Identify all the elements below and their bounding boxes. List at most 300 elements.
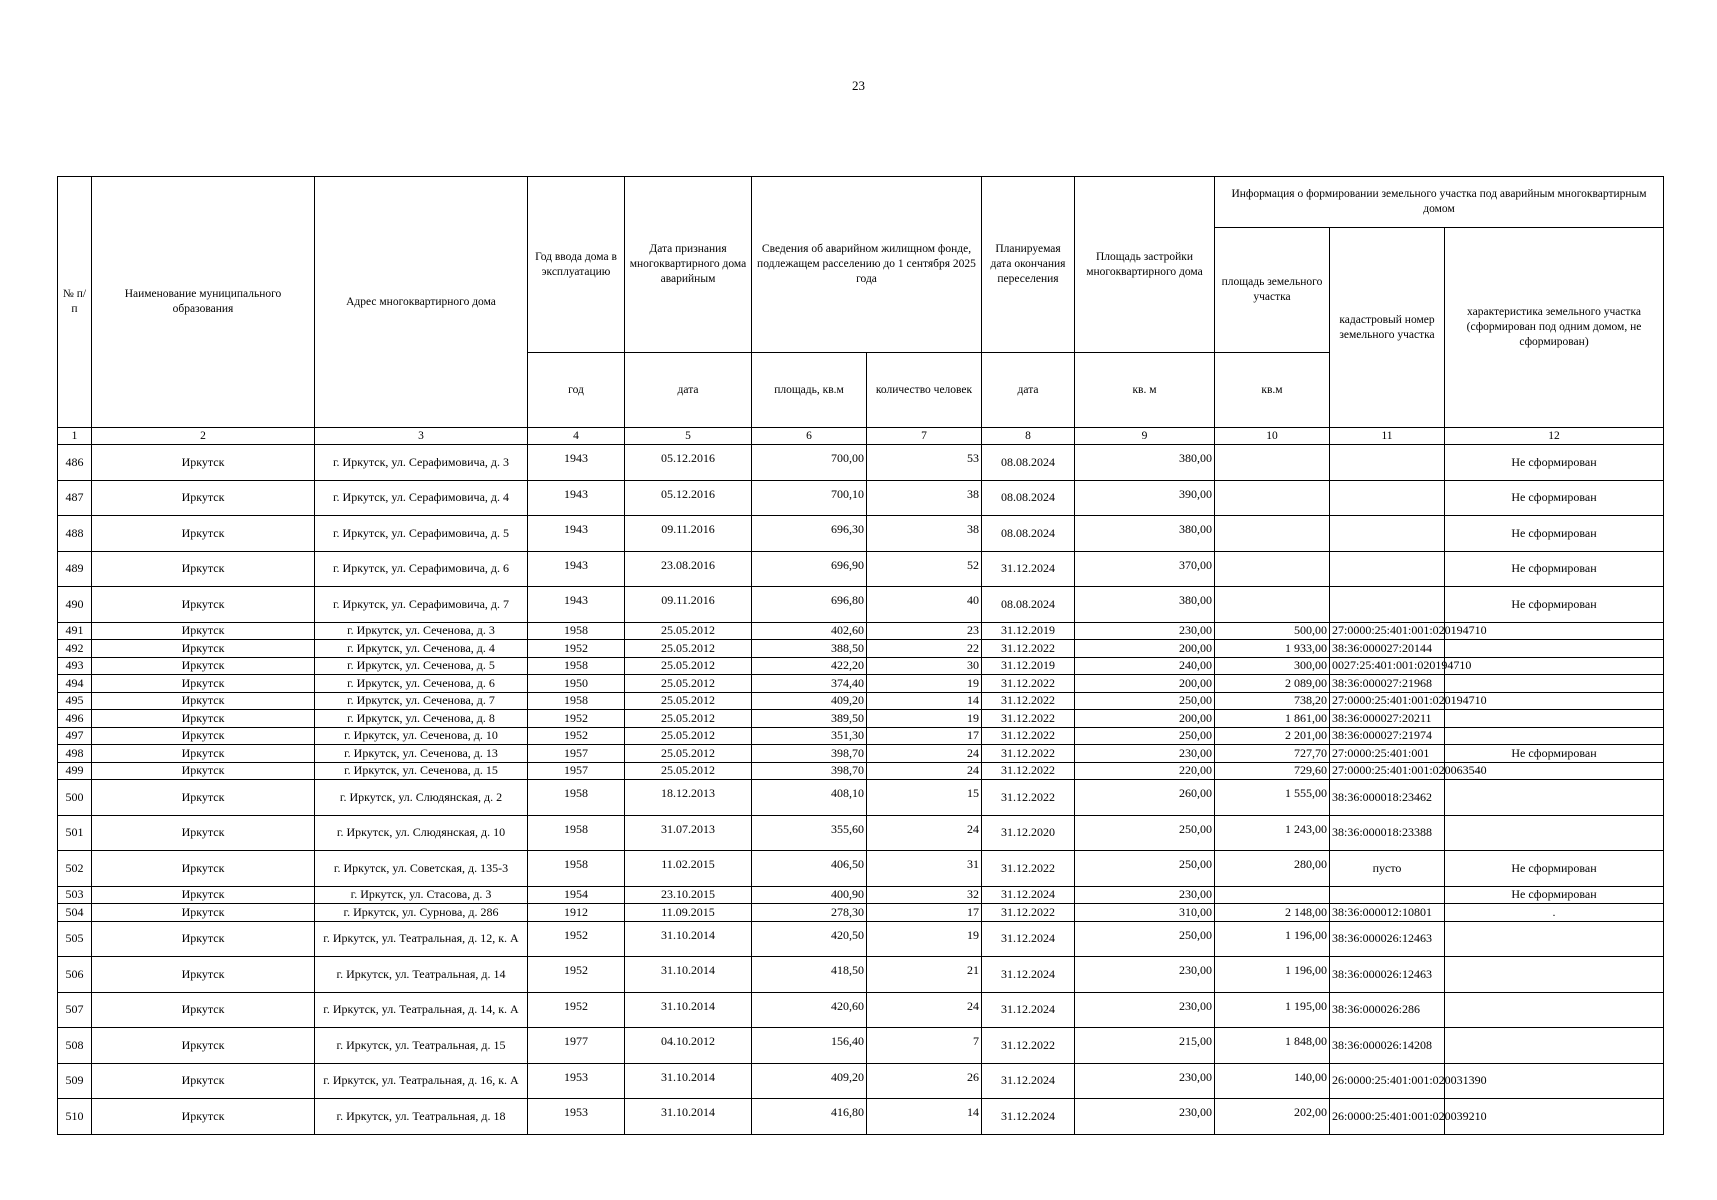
- cell-people-count: 15: [867, 780, 982, 816]
- cell-municipality: Иркутск: [92, 1028, 315, 1064]
- header-planned-date: Планируемая дата окончания переселения: [982, 177, 1075, 353]
- cell-year-built: 1958: [528, 622, 625, 640]
- cell-building-area: 230,00: [1075, 745, 1215, 763]
- cell-date-emergency: 31.10.2014: [625, 1099, 752, 1135]
- cell-date-emergency: 09.11.2016: [625, 587, 752, 623]
- cell-year-built: 1952: [528, 957, 625, 993]
- cell-land-area: 140,00: [1215, 1063, 1330, 1099]
- cell-people-count: 40: [867, 587, 982, 623]
- cell-row-number: 500: [58, 780, 92, 816]
- cell-row-number: 506: [58, 957, 92, 993]
- cell-fund-area: 416,80: [752, 1099, 867, 1135]
- cell-municipality: Иркутск: [92, 957, 315, 993]
- header-unit-date: дата: [625, 353, 752, 428]
- cell-people-count: 21: [867, 957, 982, 993]
- cell-land-area: 1 933,00: [1215, 640, 1330, 658]
- cell-municipality: Иркутск: [92, 886, 315, 904]
- cell-land-area: 2 148,00: [1215, 904, 1330, 922]
- cell-people-count: 23: [867, 622, 982, 640]
- cell-address: г. Иркутск, ул. Сеченова, д. 10: [315, 727, 528, 745]
- cell-municipality: Иркутск: [92, 1099, 315, 1135]
- cell-land-area: 729,60: [1215, 762, 1330, 780]
- cell-address: г. Иркутск, ул. Сеченова, д. 6: [315, 675, 528, 693]
- cell-planned-date: 31.12.2024: [982, 1063, 1075, 1099]
- cell-people-count: 17: [867, 727, 982, 745]
- emergency-housing-table: [57, 176, 1664, 1135]
- cell-cadastral-number: 26:0000:25:401:001:020039210: [1330, 1099, 1445, 1135]
- table-row: [58, 780, 1664, 816]
- cell-people-count: 38: [867, 480, 982, 516]
- cell-row-number: 489: [58, 551, 92, 587]
- cell-municipality: Иркутск: [92, 904, 315, 922]
- cell-building-area: 370,00: [1075, 551, 1215, 587]
- cell-address: г. Иркутск, ул. Слюдянская, д. 10: [315, 815, 528, 851]
- cell-land-area: 280,00: [1215, 851, 1330, 887]
- cell-people-count: 38: [867, 516, 982, 552]
- cell-address: г. Иркутск, ул. Сеченова, д. 15: [315, 762, 528, 780]
- cell-address: г. Иркутск, ул. Сеченова, д. 3: [315, 622, 528, 640]
- cell-municipality: Иркутск: [92, 445, 315, 481]
- cell-fund-area: 400,90: [752, 886, 867, 904]
- cell-planned-date: 31.12.2019: [982, 622, 1075, 640]
- cell-land-characteristic: Не сформирован: [1445, 445, 1664, 481]
- cell-people-count: 32: [867, 886, 982, 904]
- cell-people-count: 24: [867, 815, 982, 851]
- cell-municipality: Иркутск: [92, 815, 315, 851]
- table-row: [58, 851, 1664, 887]
- cell-row-number: 490: [58, 587, 92, 623]
- cell-address: г. Иркутск, ул. Театральная, д. 14: [315, 957, 528, 993]
- cell-land-characteristic: [1445, 640, 1664, 658]
- cell-fund-area: 355,60: [752, 815, 867, 851]
- cell-building-area: 250,00: [1075, 727, 1215, 745]
- cell-people-count: 22: [867, 640, 982, 658]
- cell-planned-date: 08.08.2024: [982, 480, 1075, 516]
- table-row: [58, 886, 1664, 904]
- table-row: [58, 815, 1664, 851]
- cell-people-count: 7: [867, 1028, 982, 1064]
- cell-cadastral-number: 38:36:000026:12463: [1330, 957, 1445, 993]
- cell-planned-date: 31.12.2022: [982, 640, 1075, 658]
- cell-date-emergency: 31.10.2014: [625, 992, 752, 1028]
- column-number-row: [58, 428, 1664, 445]
- table-row: [58, 992, 1664, 1028]
- cell-land-characteristic: [1445, 675, 1664, 693]
- cell-row-number: 488: [58, 516, 92, 552]
- cell-row-number: 509: [58, 1063, 92, 1099]
- cell-municipality: Иркутск: [92, 640, 315, 658]
- cell-row-number: 495: [58, 692, 92, 710]
- cell-year-built: 1958: [528, 657, 625, 675]
- cell-address: г. Иркутск, ул. Сеченова, д. 7: [315, 692, 528, 710]
- cell-year-built: 1943: [528, 551, 625, 587]
- cell-year-built: 1943: [528, 445, 625, 481]
- cell-planned-date: 31.12.2024: [982, 921, 1075, 957]
- cell-cadastral-number: 27:0000:25:401:001:020194710: [1330, 692, 1445, 710]
- header-building-area: Площадь застройки многоквартирного дома: [1075, 177, 1215, 353]
- cell-fund-area: 420,50: [752, 921, 867, 957]
- header-unit-sqm2: кв.м: [1215, 353, 1330, 428]
- cell-planned-date: 31.12.2024: [982, 992, 1075, 1028]
- cell-fund-area: 389,50: [752, 710, 867, 728]
- cell-building-area: 310,00: [1075, 904, 1215, 922]
- cell-year-built: 1943: [528, 516, 625, 552]
- table-row: [58, 1063, 1664, 1099]
- header-unit-year: год: [528, 353, 625, 428]
- cell-municipality: Иркутск: [92, 551, 315, 587]
- header-land-area: площадь земельного участка: [1215, 228, 1330, 353]
- column-number: 8: [982, 428, 1075, 445]
- table-row: [58, 640, 1664, 658]
- cell-planned-date: 31.12.2022: [982, 710, 1075, 728]
- header-year-built: Год ввода дома в эксплуатацию: [528, 177, 625, 353]
- cell-date-emergency: 11.02.2015: [625, 851, 752, 887]
- cell-municipality: Иркутск: [92, 745, 315, 763]
- cell-row-number: 503: [58, 886, 92, 904]
- cell-building-area: 250,00: [1075, 851, 1215, 887]
- cell-address: г. Иркутск, ул. Серафимовича, д. 5: [315, 516, 528, 552]
- cell-address: г. Иркутск, ул. Слюдянская, д. 2: [315, 780, 528, 816]
- cell-year-built: 1953: [528, 1063, 625, 1099]
- column-number: 6: [752, 428, 867, 445]
- cell-land-area: [1215, 445, 1330, 481]
- cell-people-count: 17: [867, 904, 982, 922]
- cell-cadastral-number: 38:36:000027:20144: [1330, 640, 1445, 658]
- cell-people-count: 19: [867, 710, 982, 728]
- cell-planned-date: 31.12.2024: [982, 957, 1075, 993]
- header-cadastral: кадастровый номер земельного участка: [1330, 228, 1445, 428]
- cell-land-characteristic: Не сформирован: [1445, 886, 1664, 904]
- column-number: 11: [1330, 428, 1445, 445]
- table-row: [58, 957, 1664, 993]
- cell-land-area: 1 195,00: [1215, 992, 1330, 1028]
- table-row: [58, 1028, 1664, 1064]
- cell-year-built: 1943: [528, 587, 625, 623]
- cell-cadastral-number: [1330, 587, 1445, 623]
- cell-municipality: Иркутск: [92, 710, 315, 728]
- cell-municipality: Иркутск: [92, 992, 315, 1028]
- cell-fund-area: 700,00: [752, 445, 867, 481]
- cell-land-area: 1 848,00: [1215, 1028, 1330, 1064]
- cell-land-area: 738,20: [1215, 692, 1330, 710]
- table-row: [58, 762, 1664, 780]
- cell-land-area: 300,00: [1215, 657, 1330, 675]
- cell-land-characteristic: Не сформирован: [1445, 851, 1664, 887]
- cell-people-count: 14: [867, 692, 982, 710]
- cell-people-count: 24: [867, 745, 982, 763]
- cell-cadastral-number: 26:0000:25:401:001:020031390: [1330, 1063, 1445, 1099]
- cell-building-area: 230,00: [1075, 1099, 1215, 1135]
- cell-land-area: [1215, 886, 1330, 904]
- cell-address: г. Иркутск, ул. Сеченова, д. 4: [315, 640, 528, 658]
- column-number: 7: [867, 428, 982, 445]
- cell-people-count: 52: [867, 551, 982, 587]
- cell-people-count: 30: [867, 657, 982, 675]
- cell-building-area: 250,00: [1075, 921, 1215, 957]
- cell-land-characteristic: Не сформирован: [1445, 480, 1664, 516]
- cell-building-area: 260,00: [1075, 780, 1215, 816]
- cell-land-area: 500,00: [1215, 622, 1330, 640]
- cell-row-number: 499: [58, 762, 92, 780]
- cell-date-emergency: 05.12.2016: [625, 480, 752, 516]
- cell-address: г. Иркутск, ул. Театральная, д. 18: [315, 1099, 528, 1135]
- cell-fund-area: 700,10: [752, 480, 867, 516]
- cell-row-number: 497: [58, 727, 92, 745]
- column-number: 4: [528, 428, 625, 445]
- table-row: [58, 445, 1664, 481]
- cell-date-emergency: 31.10.2014: [625, 957, 752, 993]
- table-row: [58, 657, 1664, 675]
- cell-land-area: [1215, 551, 1330, 587]
- cell-people-count: 19: [867, 675, 982, 693]
- cell-land-characteristic: [1445, 992, 1664, 1028]
- cell-date-emergency: 31.10.2014: [625, 921, 752, 957]
- cell-land-area: 2 089,00: [1215, 675, 1330, 693]
- cell-date-emergency: 25.05.2012: [625, 622, 752, 640]
- cell-date-emergency: 09.11.2016: [625, 516, 752, 552]
- column-number: 1: [58, 428, 92, 445]
- cell-people-count: 26: [867, 1063, 982, 1099]
- cell-fund-area: 351,30: [752, 727, 867, 745]
- cell-cadastral-number: [1330, 480, 1445, 516]
- cell-date-emergency: 31.10.2014: [625, 1063, 752, 1099]
- cell-address: г. Иркутск, ул. Серафимовича, д. 4: [315, 480, 528, 516]
- cell-land-characteristic: [1445, 657, 1664, 675]
- column-number: 10: [1215, 428, 1330, 445]
- cell-fund-area: 696,90: [752, 551, 867, 587]
- cell-year-built: 1958: [528, 780, 625, 816]
- cell-year-built: 1958: [528, 692, 625, 710]
- cell-row-number: 494: [58, 675, 92, 693]
- cell-fund-area: 398,70: [752, 762, 867, 780]
- table-row: [58, 904, 1664, 922]
- cell-year-built: 1958: [528, 851, 625, 887]
- cell-planned-date: 31.12.2022: [982, 727, 1075, 745]
- header-emergency-fund: Сведения об аварийном жилищном фонде, подлежащем расселению до 1 сентября 2025 года: [752, 177, 982, 353]
- cell-fund-area: 406,50: [752, 851, 867, 887]
- cell-people-count: 24: [867, 762, 982, 780]
- cell-land-characteristic: [1445, 921, 1664, 957]
- cell-address: г. Иркутск, ул. Серафимовича, д. 3: [315, 445, 528, 481]
- table-row: [58, 551, 1664, 587]
- cell-fund-area: 409,20: [752, 692, 867, 710]
- cell-land-characteristic: Не сформирован: [1445, 587, 1664, 623]
- cell-land-characteristic: [1445, 710, 1664, 728]
- cell-building-area: 200,00: [1075, 640, 1215, 658]
- header-unit-sqm: кв. м: [1075, 353, 1215, 428]
- cell-date-emergency: 11.09.2015: [625, 904, 752, 922]
- table-row: [58, 727, 1664, 745]
- cell-year-built: 1957: [528, 762, 625, 780]
- cell-date-emergency: 25.05.2012: [625, 657, 752, 675]
- cell-row-number: 498: [58, 745, 92, 763]
- cell-year-built: 1952: [528, 992, 625, 1028]
- column-number: 9: [1075, 428, 1215, 445]
- cell-building-area: 230,00: [1075, 1063, 1215, 1099]
- cell-fund-area: 388,50: [752, 640, 867, 658]
- cell-address: г. Иркутск, ул. Сеченова, д. 13: [315, 745, 528, 763]
- table-body: [58, 445, 1664, 1135]
- cell-cadastral-number: [1330, 886, 1445, 904]
- cell-address: г. Иркутск, ул. Сеченова, д. 8: [315, 710, 528, 728]
- table-row: [58, 745, 1664, 763]
- cell-cadastral-number: пусто: [1330, 851, 1445, 887]
- cell-planned-date: 31.12.2024: [982, 1099, 1075, 1135]
- cell-year-built: 1943: [528, 480, 625, 516]
- cell-building-area: 230,00: [1075, 886, 1215, 904]
- cell-building-area: 215,00: [1075, 1028, 1215, 1064]
- cell-people-count: 19: [867, 921, 982, 957]
- cell-planned-date: 31.12.2022: [982, 745, 1075, 763]
- cell-building-area: 230,00: [1075, 622, 1215, 640]
- cell-date-emergency: 05.12.2016: [625, 445, 752, 481]
- cell-fund-area: 278,30: [752, 904, 867, 922]
- header-municipality: Наименование муниципального образования: [92, 177, 315, 428]
- cell-fund-area: 156,40: [752, 1028, 867, 1064]
- cell-year-built: 1952: [528, 710, 625, 728]
- cell-address: г. Иркутск, ул. Сурнова, д. 286: [315, 904, 528, 922]
- cell-row-number: 492: [58, 640, 92, 658]
- cell-people-count: 24: [867, 992, 982, 1028]
- cell-building-area: 380,00: [1075, 445, 1215, 481]
- cell-fund-area: 374,40: [752, 675, 867, 693]
- cell-year-built: 1952: [528, 727, 625, 745]
- cell-land-area: 1 243,00: [1215, 815, 1330, 851]
- cell-address: г. Иркутск, ул. Серафимовича, д. 6: [315, 551, 528, 587]
- cell-address: г. Иркутск, ул. Стасова, д. 3: [315, 886, 528, 904]
- header-date-emergency: Дата признания многоквартирного дома аварийным: [625, 177, 752, 353]
- cell-planned-date: 31.12.2022: [982, 692, 1075, 710]
- cell-cadastral-number: 38:36:000027:21974: [1330, 727, 1445, 745]
- cell-row-number: 504: [58, 904, 92, 922]
- cell-building-area: 220,00: [1075, 762, 1215, 780]
- cell-municipality: Иркутск: [92, 587, 315, 623]
- cell-fund-area: 398,70: [752, 745, 867, 763]
- cell-municipality: Иркутск: [92, 851, 315, 887]
- cell-cadastral-number: 38:36:000026:12463: [1330, 921, 1445, 957]
- cell-row-number: 510: [58, 1099, 92, 1135]
- cell-fund-area: 422,20: [752, 657, 867, 675]
- column-number: 12: [1445, 428, 1664, 445]
- cell-date-emergency: 25.05.2012: [625, 745, 752, 763]
- cell-row-number: 505: [58, 921, 92, 957]
- cell-fund-area: 409,20: [752, 1063, 867, 1099]
- cell-fund-area: 696,80: [752, 587, 867, 623]
- cell-row-number: 491: [58, 622, 92, 640]
- cell-date-emergency: 04.10.2012: [625, 1028, 752, 1064]
- cell-building-area: 230,00: [1075, 957, 1215, 993]
- cell-date-emergency: 25.05.2012: [625, 710, 752, 728]
- cell-building-area: 230,00: [1075, 992, 1215, 1028]
- cell-year-built: 1912: [528, 904, 625, 922]
- cell-address: г. Иркутск, ул. Сеченова, д. 5: [315, 657, 528, 675]
- cell-planned-date: 31.12.2022: [982, 904, 1075, 922]
- cell-planned-date: 08.08.2024: [982, 516, 1075, 552]
- column-number: 5: [625, 428, 752, 445]
- cell-land-characteristic: Не сформирован: [1445, 551, 1664, 587]
- table-row: [58, 516, 1664, 552]
- cell-fund-area: 418,50: [752, 957, 867, 993]
- cell-land-characteristic: Не сформирован: [1445, 516, 1664, 552]
- cell-address: г. Иркутск, ул. Театральная, д. 12, к. А: [315, 921, 528, 957]
- cell-building-area: 240,00: [1075, 657, 1215, 675]
- cell-land-area: [1215, 587, 1330, 623]
- cell-building-area: 380,00: [1075, 587, 1215, 623]
- cell-date-emergency: 25.05.2012: [625, 727, 752, 745]
- cell-date-emergency: 25.05.2012: [625, 675, 752, 693]
- cell-cadastral-number: [1330, 445, 1445, 481]
- cell-municipality: Иркутск: [92, 780, 315, 816]
- cell-address: г. Иркутск, ул. Театральная, д. 14, к. А: [315, 992, 528, 1028]
- cell-planned-date: 31.12.2022: [982, 851, 1075, 887]
- cell-year-built: 1954: [528, 886, 625, 904]
- cell-land-characteristic: [1445, 780, 1664, 816]
- cell-planned-date: 08.08.2024: [982, 587, 1075, 623]
- cell-cadastral-number: 27:0000:25:401:001:020063540: [1330, 762, 1445, 780]
- table-row: [58, 587, 1664, 623]
- cell-cadastral-number: 38:36:000026:14208: [1330, 1028, 1445, 1064]
- cell-fund-area: 402,60: [752, 622, 867, 640]
- cell-fund-area: 696,30: [752, 516, 867, 552]
- header-unit-date2: дата: [982, 353, 1075, 428]
- cell-cadastral-number: 27:0000:25:401:001:020194710: [1330, 622, 1445, 640]
- cell-municipality: Иркутск: [92, 516, 315, 552]
- cell-cadastral-number: 27:0000:25:401:001: [1330, 745, 1445, 763]
- cell-municipality: Иркутск: [92, 675, 315, 693]
- cell-row-number: 486: [58, 445, 92, 481]
- cell-planned-date: 31.12.2022: [982, 675, 1075, 693]
- header-address: Адрес многоквартирного дома: [315, 177, 528, 428]
- cell-people-count: 14: [867, 1099, 982, 1135]
- cell-date-emergency: 18.12.2013: [625, 780, 752, 816]
- page-number: 23: [852, 78, 865, 93]
- cell-people-count: 53: [867, 445, 982, 481]
- cell-cadastral-number: 38:36:000018:23462: [1330, 780, 1445, 816]
- cell-row-number: 496: [58, 710, 92, 728]
- cell-municipality: Иркутск: [92, 762, 315, 780]
- cell-land-characteristic: [1445, 727, 1664, 745]
- cell-cadastral-number: [1330, 551, 1445, 587]
- cell-date-emergency: 25.05.2012: [625, 640, 752, 658]
- cell-cadastral-number: [1330, 516, 1445, 552]
- table-row: [58, 921, 1664, 957]
- cell-building-area: 380,00: [1075, 516, 1215, 552]
- cell-land-area: 1 196,00: [1215, 921, 1330, 957]
- cell-planned-date: 31.12.2022: [982, 762, 1075, 780]
- cell-year-built: 1957: [528, 745, 625, 763]
- cell-planned-date: 31.12.2019: [982, 657, 1075, 675]
- cell-year-built: 1958: [528, 815, 625, 851]
- cell-planned-date: 31.12.2022: [982, 1028, 1075, 1064]
- cell-cadastral-number: 38:36:000027:20211: [1330, 710, 1445, 728]
- cell-building-area: 390,00: [1075, 480, 1215, 516]
- cell-land-characteristic: [1445, 815, 1664, 851]
- cell-row-number: 507: [58, 992, 92, 1028]
- cell-date-emergency: 31.07.2013: [625, 815, 752, 851]
- cell-row-number: 501: [58, 815, 92, 851]
- cell-address: г. Иркутск, ул. Театральная, д. 16, к. А: [315, 1063, 528, 1099]
- cell-planned-date: 31.12.2022: [982, 780, 1075, 816]
- cell-land-area: [1215, 516, 1330, 552]
- cell-year-built: 1950: [528, 675, 625, 693]
- cell-address: г. Иркутск, ул. Театральная, д. 15: [315, 1028, 528, 1064]
- cell-people-count: 31: [867, 851, 982, 887]
- cell-land-area: [1215, 480, 1330, 516]
- cell-land-area: 727,70: [1215, 745, 1330, 763]
- cell-row-number: 493: [58, 657, 92, 675]
- table-row: [58, 675, 1664, 693]
- cell-fund-area: 408,10: [752, 780, 867, 816]
